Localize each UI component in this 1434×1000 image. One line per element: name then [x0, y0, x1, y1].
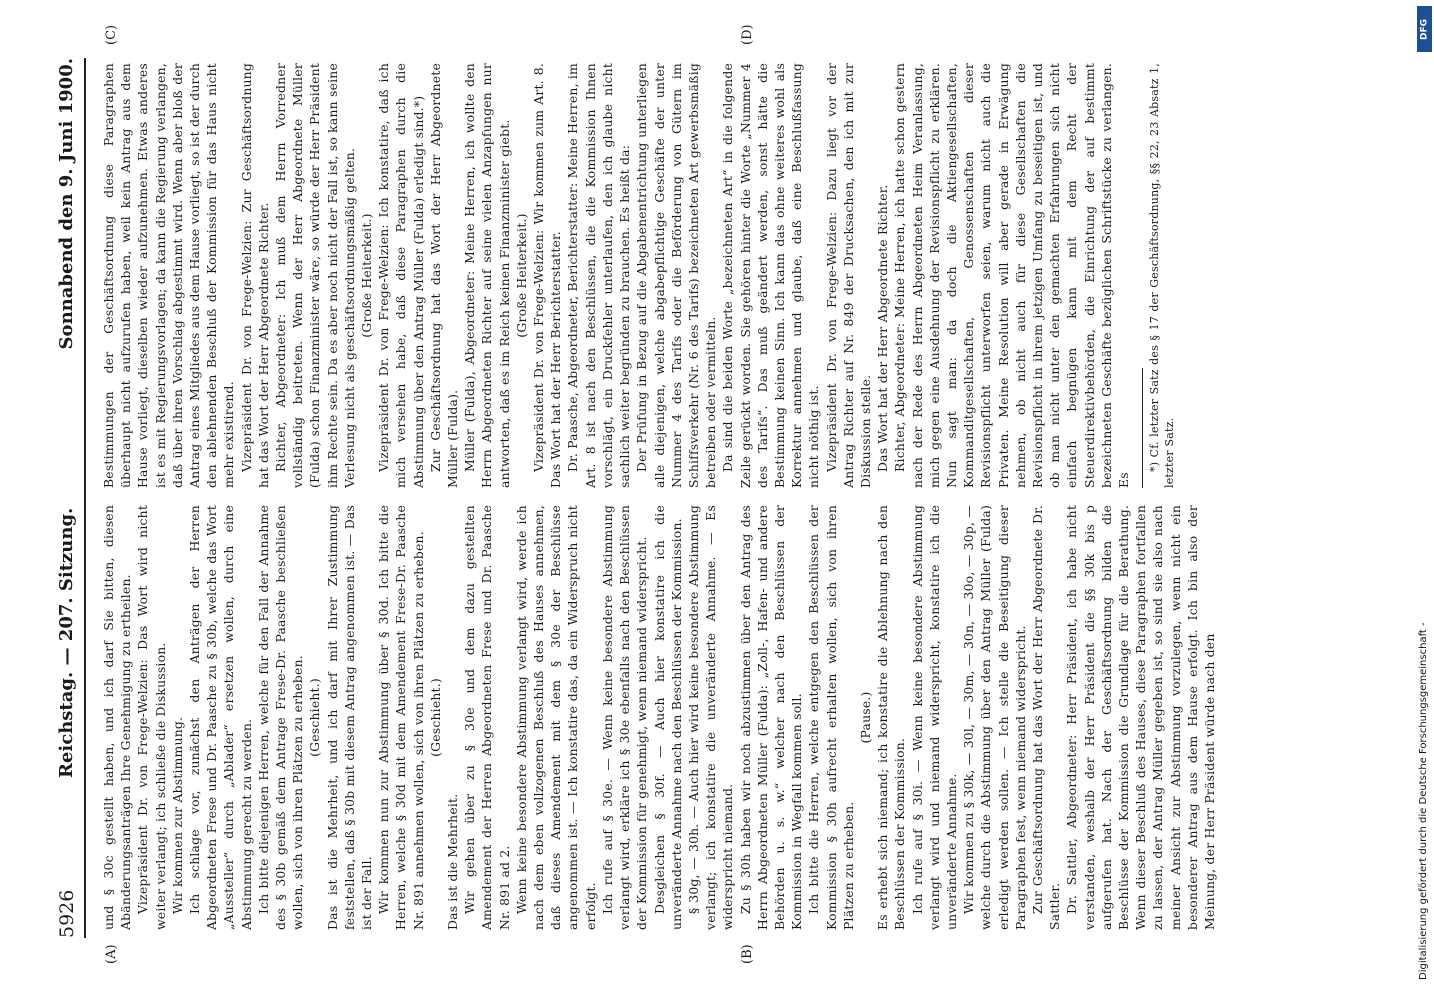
dfg-logo: DFG	[1417, 6, 1432, 52]
paragraph: Richter, Abgeordneter: Meine Herren, ich hatte schon gestern nach der Rede des Herrn Abgeordneten Heim Veranlassung, mich gegen eine Ausdehnung der Revisionspflicht zu erklären. Nun sagt man: da doch die Aktiengesellschaften, Kommanditgesellschaften, Genossenschaften dieser Revisionspflicht unterworfen seien, warum nicht auch die Privaten. Meine Resolution will aber gerade in Erwägung nehmen, ob nicht auch für diese Gesellschaften die Revisionspflicht in ihrem jetzigen Umfang zu beseitigen ist, und ob man nicht unter den gemachten Erfahrungen sich nicht einfach begnügen kann mit dem Recht der Steuerdirektivbehörden, die Einrichtung der auf bestimmt bezeichneten Geschäfte bezüglichen Schriftstücke zu verlangen. Es	[892, 63, 1131, 488]
paragraph: Das ist die Mehrheit, und ich darf mit Ihrer Zustimmung feststellen, daß § 30b mit diesem Antrag angenommen ist. — Das ist der Fall.	[324, 505, 375, 930]
paragraph: Dr. Paasche, Abgeordneter, Berichterstatter: Meine Herren, im Art. 8 ist nach den Beschlüssen, die die Kommission Ihnen vorschlägt, ein Druckfehler unterlaufen, den ich glaube nicht sachlich weiter begründen zu brauchen. Es heißt da:	[565, 63, 633, 488]
stage-direction: (Große Heiterkeit.)	[513, 213, 529, 338]
paragraph: Müller (Fulda), Abgeordneter: Meine Herren, ich wollte den Herrn Abgeordneten Richter auf seine vielen Anzapfungen nur antworten, daß es im Reich keinen Finanzminister giebt.	[462, 63, 512, 488]
left-column	[100, 505, 1380, 930]
header-title-right: Sonnabend den 9. Juni 1900.	[56, 58, 77, 350]
footnote-rule	[1142, 368, 1143, 488]
stage-direction: (Geschieht.)	[427, 678, 443, 757]
paragraph: Wir kommen nun zur Abstimmung über § 30d. Ich bitte die Herren, welche § 30d mit dem Amendement Frese-Dr. Paasche Nr. 891 annehmen wollen, sich von ihren Plätzen zu erheben.	[376, 505, 426, 930]
page-number: 5926	[56, 889, 78, 938]
margin-mark-c: (C)	[104, 24, 119, 45]
paragraph: Ich bitte diejenigen Herren, welche für den Fall der Annahme des § 30b gemäß dem Antrage Frese-Dr. Paasche beschließen wollen, sich von ihren Plätzen zu erheben.	[255, 505, 306, 930]
stage-direction: (Pause.)	[857, 691, 873, 744]
stage-direction: (Geschieht.)	[307, 678, 323, 757]
header-title-left: Reichstag. — 207. Sitzung.	[56, 507, 77, 778]
margin-mark-d: (D)	[740, 24, 755, 45]
paragraph: Ich bitte die Herren, welche entgegen den Beschlüssen der Kommission § 30h aufrecht erhalten wollen, sich von ihren Plätzen zu erheben.	[806, 505, 856, 930]
paragraph: und § 30c gestellt haben, und ich darf Sie bitten, diesen Abänderungsanträgen Ihre Genehmigung zu ertheilen.	[101, 505, 134, 930]
page-header	[50, 58, 86, 938]
paragraph: Vizepräsident Dr. von Frege-Welzien: Dazu liegt vor der Antrag Richter auf Nr. 849 der Drucksachen, den ich mit zur Diskussion stelle.	[823, 63, 873, 488]
paragraph: § 30g, — 30h. — Auch hier wird keine besondere Abstimmung verlangt; ich konstatire die unveränderte Annahme. — Es widerspricht niemand.	[685, 505, 736, 930]
paragraph: Vizepräsident Dr. von Frege-Welzien: Wir kommen zum Art. 8. Das Wort hat der Herr Berichterstatter.	[531, 63, 564, 488]
paragraph: Ich schlage vor, zunächst den Anträgen der Herren Abgeordneten Frese und Dr. Paasche zu § 30b, welche das Wort „Aussteller“ durch „Ablader“ ersetzen wollen, durch eine Abstimmung gerecht zu werden.	[187, 505, 254, 930]
paragraph: Da sind die beiden Worte „bezeichneten Art“ in die folgende Zeile gerückt worden. Sie gehören hinter die Worte „Nummer 4 des Tarifs“. Das muß geändert werden, sonst hätte die Bestimmung keinen Sinn. Ich kann das ohne weiteres wohl als Korrektur annehmen und glaube, daß eine Beschlußfassung nicht nöthig ist.	[720, 63, 822, 488]
quoted-paragraph: Der Prüfung in Bezug auf die Abgabenentrichtung unterliegen alle diejenigen, welche abgabepflichtige Geschäfte der unter Nummer 4 des Tarifs oder die Beförderung von Gütern im Schiffsverkehr (Nr. 6 des Tarifs) bezeichneten Art gewerbsmäßig betreiben oder vermitteln.	[634, 63, 719, 488]
right-column	[100, 63, 1380, 488]
paragraph: Bestimmungen der Geschäftsordnung diese Paragraphen überhaupt nicht aufzurufen haben, weil kein Antrag aus dem Hause vorliegt, dieselben wieder aufzunehmen. Etwas anderes ist es mit Regierungsvorlagen; da kann die Regierung verlangen, daß über ihren Vorschlag abgestimmt wird. Wenn aber bloß der Antrag eines Mitgliedes aus dem Hause vorliegt, so ist der durch den ablehnenden Beschluß der Kommission für das Haus nicht mehr existirend.	[101, 63, 237, 488]
margin-mark-a: (A)	[104, 944, 119, 964]
footnote: *) Cf. letzter Satz des § 17 der Geschäftsordnung, §§ 22, 23 Absatz 1, letzter Satz.	[1148, 63, 1177, 488]
paragraph: Vizepräsident Dr. von Frege-Welzien: Zur Geschäftsordnung hat das Wort der Herr Abgeordnete Richter.	[238, 63, 271, 488]
paragraph: Wir kommen zu § 30k, — 30l, — 30m, — 30n, — 30o, — 30p, — welche durch die Abstimmung über den Antrag Müller (Fulda) erledigt werden sollen. — Ich stelle die Beseitigung dieser Paragraphen fest, wenn niemand widerspricht.	[961, 505, 1028, 930]
paragraph: Zur Geschäftsordnung hat das Wort der Herr Abgeordnete Dr. Sattler.	[1029, 505, 1063, 930]
paragraph: Wir kommen zur Abstimmung.	[169, 716, 185, 914]
paragraph: Zur Geschäftsordnung hat das Wort der Herr Abgeordnete Müller (Fulda).	[427, 63, 461, 488]
margin-mark-b: (B)	[740, 944, 755, 964]
paragraph: Das ist die Mehrheit.	[445, 793, 461, 930]
paragraph: Desgleichen § 30f. — Auch hier konstatire ich die unveränderte Annahme nach den Beschlüssen der Kommission.	[651, 505, 684, 930]
paragraph: Dr. Sattler, Abgeordneter: Herr Präsident, ich habe nicht verstanden, weshalb der Herr Präsident die §§ 30k bis p aufgerufen hat. Nach der Geschäftsordnung bilden die Beschlüsse der Kommission die Grundlage für die Berathung. Wenn dieser Beschluß des Hauses, diese Paragraphen fortfallen zu lassen, der Antrag Müller gegeben ist, so sind sie also nach meiner Ansicht zur Abstimmung vorzulegen, wenn nicht ein besonderer Antrag aus dem Hause erfolgt. Ich bin also der Meinung, der Herr Präsident würde nach den	[1064, 505, 1217, 930]
paragraph: Wir gehen über zu § 30e und dem dazu gestellten Amendement der Herren Abgeordneten Frese und Dr. Paasche Nr. 891 ad 2.	[462, 505, 512, 930]
paragraph: Das Wort hat der Herr Abgeordnete Richter.	[875, 184, 891, 472]
paragraph: Wenn keine besondere Abstimmung verlangt wird, werde ich nach dem eben vollzogenen Beschluß des Hauses annehmen, daß dieses Amendement mit dem § 30e der Beschlüsse angenommen ist. — Ich konstatire das, da ein Widerspruch nicht erfolgt.	[513, 505, 598, 930]
paragraph: Richter, Abgeordneter: Ich muß dem Herrn Vorredner vollständig beitreten. Wenn der Herr Abgeordnete Müller (Fulda) schon Finanzminister wäre, so würde der Herr Präsident ihm Rechte sein. Da es aber noch nicht der Fall ist, so kann seine Verlesung nicht als geschäftsordnungsmäßig gelten.	[273, 63, 357, 488]
digitization-credit: Digitalisierung gefördert durch die Deutsche Forschungsgemeinschaft -	[1418, 622, 1429, 980]
paragraph: Vizepräsident Dr. von Frege-Welzien: Ich konstatire, daß ich mich versehen habe, daß diese Paragraphen durch die Abstimmung über den Antrag Müller (Fulda) erledigt sind.*)	[376, 63, 426, 488]
stage-direction: (Große Heiterkeit.)	[359, 213, 375, 338]
paragraph: Ich rufe auf § 30i. — Wenn keine besondere Abstimmung verlangt wird und niemand widerspricht, konstatire ich die unveränderte Annahme.	[909, 505, 959, 930]
paragraph: Vizepräsident Dr. von Frege-Welzien: Das Wort wird nicht weiter verlangt; ich schließe die Diskussion.	[135, 505, 168, 930]
paragraph: Es erhebt sich niemand; ich konstatire die Ablehnung nach den Beschlüssen der Kommission.	[875, 505, 908, 930]
paragraph: Zu § 30h haben wir noch abzustimmen über den Antrag des Herrn Abgeordneten Müller (Fulda): „Zoll-, Hafen- und andere Behörden u. s. w.“ welcher nach den Beschlüssen der Kommission in Wegfall kommen soll.	[737, 505, 805, 930]
paragraph: Ich rufe auf § 30e. — Wenn keine besondere Abstimmung verlangt wird, erkläre ich § 30e ebenfalls nach den Beschlüssen der Kommission für genehmigt, wenn niemand widerspricht.	[599, 505, 650, 930]
